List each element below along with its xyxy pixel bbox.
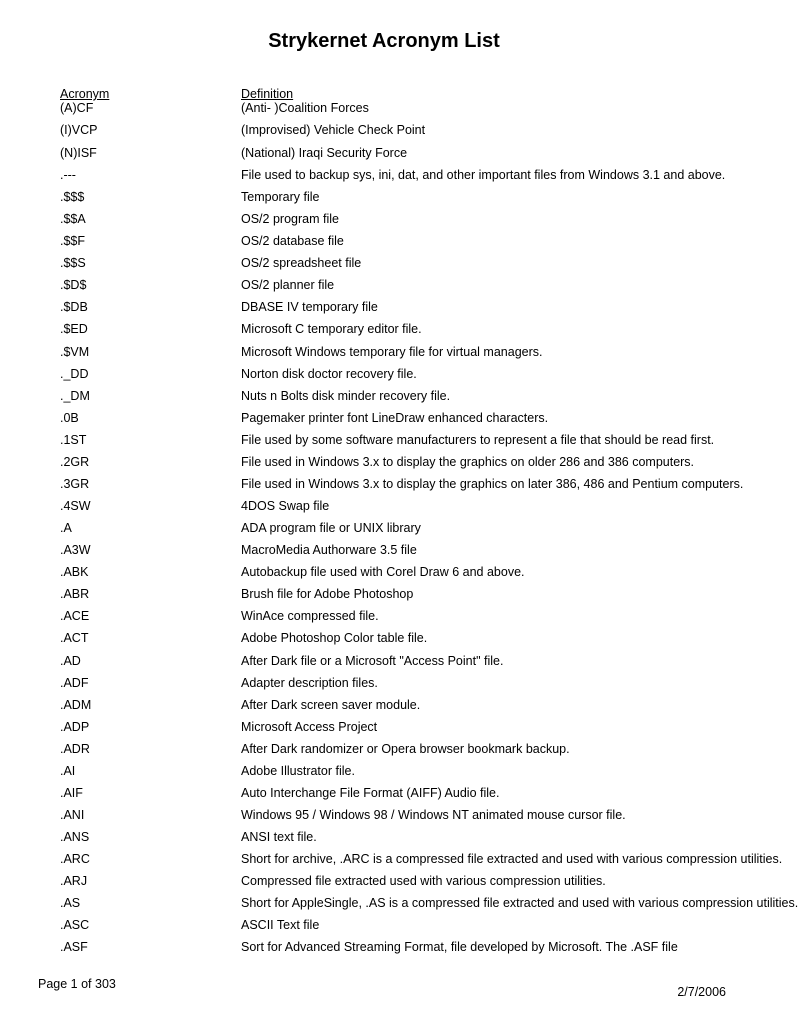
table-row (0, 432, 768, 450)
definition-column-header: Definition (241, 87, 294, 101)
table-row (0, 763, 768, 781)
acronym-cell: .ACE (60, 609, 90, 623)
table-row (0, 344, 768, 362)
definition-cell: Short for AppleSingle, .AS is a compressed file extracted and used with various compression utilities. (241, 896, 798, 910)
acronym-cell: .ARJ (60, 874, 88, 888)
definition-cell: Microsoft Access Project (241, 720, 378, 734)
acronym-cell: .ABK (60, 565, 89, 579)
definition-cell: Temporary file (241, 190, 320, 204)
acronym-cell: .AS (60, 896, 81, 910)
table-row (0, 719, 768, 737)
table-row (0, 917, 768, 935)
table-row (0, 410, 768, 428)
definition-cell: Sort for Advanced Streaming Format, file developed by Microsoft. The .ASF file (241, 940, 678, 954)
definition-cell: WinAce compressed file. (241, 609, 379, 623)
acronym-cell: .$ED (60, 322, 88, 336)
acronym-cell: .ASC (60, 918, 90, 932)
definition-cell: Microsoft Windows temporary file for virtual managers. (241, 345, 543, 359)
definition-cell: 4DOS Swap file (241, 499, 330, 513)
acronym-cell: .$$A (60, 212, 86, 226)
definition-cell: OS/2 database file (241, 234, 344, 248)
table-row (0, 630, 768, 648)
table-row (0, 476, 768, 494)
acronym-cell: .ANS (60, 830, 90, 844)
definition-cell: ASCII Text file (241, 918, 320, 932)
definition-cell: DBASE IV temporary file (241, 300, 378, 314)
acronym-cell: .ABR (60, 587, 90, 601)
table-row (0, 167, 768, 185)
page-number: Page 1 of 303 (38, 977, 116, 991)
table-row (0, 939, 768, 957)
acronym-cell: .ADR (60, 742, 90, 756)
acronym-cell: .0B (60, 411, 79, 425)
definition-cell: Nuts n Bolts disk minder recovery file. (241, 389, 451, 403)
table-row (0, 189, 768, 207)
acronym-cell: .ARC (60, 852, 90, 866)
definition-cell: Autobackup file used with Corel Draw 6 and above. (241, 565, 525, 579)
acronym-cell: .A3W (60, 543, 91, 557)
acronym-cell: ._DD (60, 367, 89, 381)
acronym-cell: .3GR (60, 477, 90, 491)
table-row (0, 564, 768, 582)
definition-cell: Short for archive, .ARC is a compressed file extracted and used with various compression utilities. (241, 852, 783, 866)
acronym-cell: .ADF (60, 676, 89, 690)
acronym-cell: (A)CF (60, 101, 94, 115)
definition-cell: (National) Iraqi Security Force (241, 146, 408, 160)
table-row (0, 697, 768, 715)
table-row (0, 586, 768, 604)
table-row (0, 675, 768, 693)
acronym-cell: .$DB (60, 300, 88, 314)
table-row (0, 520, 768, 538)
table-row (0, 277, 768, 295)
definition-cell: Pagemaker printer font LineDraw enhanced characters. (241, 411, 549, 425)
definition-cell: ANSI text file. (241, 830, 317, 844)
table-row (0, 873, 768, 891)
acronym-column-header: Acronym (60, 87, 110, 101)
table-row (0, 785, 768, 803)
definition-cell: (Improvised) Vehicle Check Point (241, 123, 426, 137)
acronym-cell: .$VM (60, 345, 90, 359)
acronym-cell: .$D$ (60, 278, 87, 292)
acronym-cell: .2GR (60, 455, 90, 469)
acronym-cell: .ADM (60, 698, 92, 712)
definition-cell: File used to backup sys, ini, dat, and other important files from Windows 3.1 and above. (241, 168, 726, 182)
definition-cell: File used in Windows 3.x to display the graphics on later 386, 486 and Pentium computers. (241, 477, 744, 491)
definition-cell: File used by some software manufacturers to represent a file that should be read first. (241, 433, 715, 447)
acronym-cell: .$$$ (60, 190, 85, 204)
table-row (0, 895, 798, 913)
definition-cell: After Dark randomizer or Opera browser bookmark backup. (241, 742, 570, 756)
acronym-cell: .AIF (60, 786, 83, 800)
table-row (0, 608, 768, 626)
acronym-cell: .AI (60, 764, 76, 778)
table-row (0, 653, 768, 671)
table-row (0, 388, 768, 406)
definition-cell: ADA program file or UNIX library (241, 521, 421, 535)
table-row (0, 741, 768, 759)
definition-cell: Compressed file extracted used with various compression utilities. (241, 874, 606, 888)
acronym-cell: .4SW (60, 499, 91, 513)
definition-cell: Brush file for Adobe Photoshop (241, 587, 414, 601)
acronym-cell: .ANI (60, 808, 85, 822)
table-row (0, 454, 768, 472)
definition-cell: Microsoft C temporary editor file. (241, 322, 422, 336)
definition-cell: OS/2 spreadsheet file (241, 256, 362, 270)
acronym-cell: .AD (60, 654, 81, 668)
table-row (0, 807, 768, 825)
table-row (0, 498, 768, 516)
acronym-cell: .--- (60, 168, 76, 182)
definition-cell: OS/2 planner file (241, 278, 335, 292)
definition-cell: Auto Interchange File Format (AIFF) Audio file. (241, 786, 500, 800)
acronym-cell: (N)ISF (60, 146, 97, 160)
table-row (0, 255, 768, 273)
table-row (0, 299, 768, 317)
definition-cell: Windows 95 / Windows 98 / Windows NT animated mouse cursor file. (241, 808, 626, 822)
acronym-cell: .ADP (60, 720, 90, 734)
acronym-cell: .ASF (60, 940, 88, 954)
table-row (0, 542, 768, 560)
table-row (0, 145, 768, 163)
table-row (0, 100, 768, 118)
table-row (0, 366, 768, 384)
definition-cell: After Dark screen saver module. (241, 698, 421, 712)
table-row (0, 851, 783, 869)
table-row (0, 211, 768, 229)
definition-cell: (Anti- )Coalition Forces (241, 101, 369, 115)
definition-cell: File used in Windows 3.x to display the graphics on older 286 and 386 computers. (241, 455, 695, 469)
acronym-cell: .1ST (60, 433, 87, 447)
table-row (0, 321, 768, 339)
acronym-cell: .$$S (60, 256, 86, 270)
print-date: 2/7/2006 (677, 985, 726, 999)
column-header-row (0, 87, 768, 101)
page-title: Strykernet Acronym List (268, 30, 500, 52)
acronym-cell: ._DM (60, 389, 90, 403)
acronym-cell: (I)VCP (60, 123, 98, 137)
definition-cell: Adapter description files. (241, 676, 378, 690)
definition-cell: Norton disk doctor recovery file. (241, 367, 417, 381)
definition-cell: MacroMedia Authorware 3.5 file (241, 543, 417, 557)
acronym-cell: .A (60, 521, 72, 535)
definition-cell: Adobe Illustrator file. (241, 764, 355, 778)
table-row (0, 829, 768, 847)
table-row (0, 233, 768, 251)
definition-cell: After Dark file or a Microsoft "Access Point" file. (241, 654, 504, 668)
acronym-cell: .$$F (60, 234, 86, 248)
definition-cell: Adobe Photoshop Color table file. (241, 631, 428, 645)
acronym-cell: .ACT (60, 631, 89, 645)
table-row (0, 122, 768, 140)
definition-cell: OS/2 program file (241, 212, 339, 226)
